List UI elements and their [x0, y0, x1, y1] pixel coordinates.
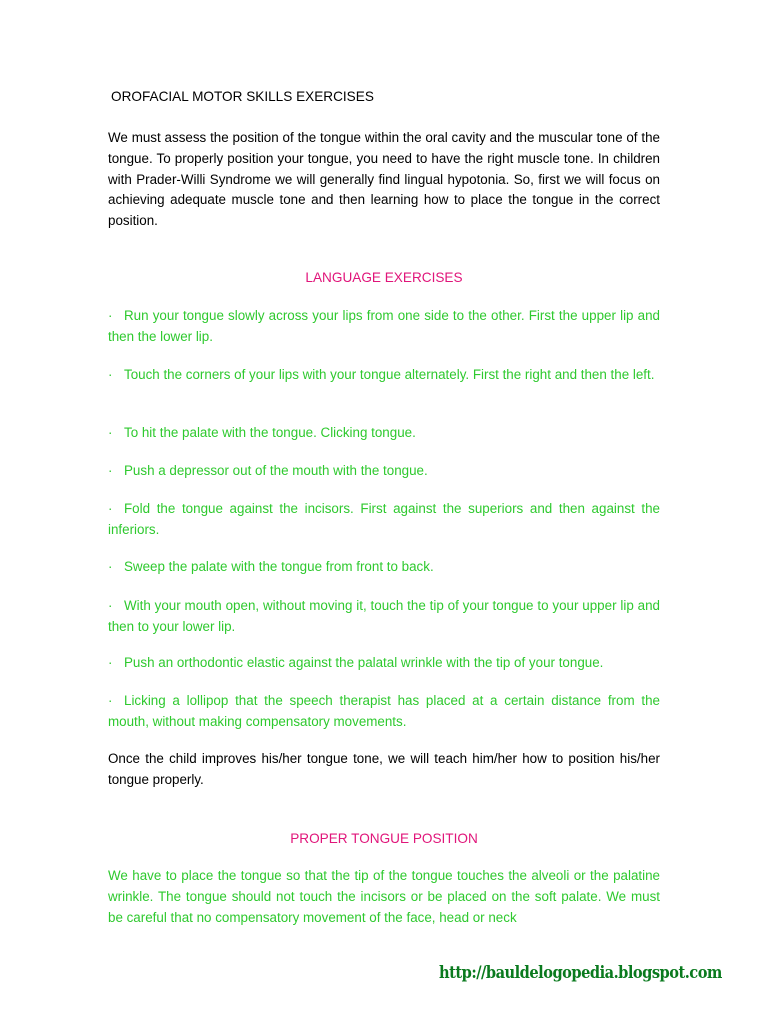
closing-paragraph: Once the child improves his/her tongue tone, we will teach him/her how to position his/her tongue properly.: [108, 751, 660, 787]
exercise-item: [108, 461, 660, 482]
exercise-text: Licking a lollipop that the speech therapist has placed at a certain distance from the mouth, without making compensatory movements.: [108, 693, 660, 729]
exercise-item: [108, 365, 660, 386]
bullet-marker: ·: [108, 501, 113, 516]
exercise-text: Push a depressor out of the mouth with the tongue.: [124, 463, 428, 478]
tongue-position-paragraph: We have to place the tongue so that the tip of the tongue touches the alveoli or the palatine wrinkle. The tongue should not touch the incisors or be placed on the soft palate. We must be careful that no compensatory movement of the face, head or neck: [108, 868, 660, 925]
exercise-text: Touch the corners of your lips with your tongue alternately. First the right and then the left.: [124, 367, 655, 382]
bullet-marker: ·: [108, 598, 113, 613]
bullet-marker: ·: [108, 559, 113, 574]
exercise-item: [108, 306, 660, 348]
exercise-text: To hit the palate with the tongue. Clicking tongue.: [124, 425, 416, 440]
document-title: OROFACIAL MOTOR SKILLS EXERCISES: [111, 89, 374, 104]
exercise-item: [108, 499, 660, 541]
exercise-item: [108, 423, 660, 444]
exercise-item: [108, 653, 660, 674]
exercise-item: [108, 557, 660, 578]
exercise-text: Push an orthodontic elastic against the palatal wrinkle with the tip of your tongue.: [124, 655, 604, 670]
intro-paragraph: We must assess the position of the tongue within the oral cavity and the muscular tone of the tongue. To properly position your tongue, you need to have the right muscle tone. In children with Prader-Willi Syndrome we will generally find lingual hypotonia. So, first we will focus on achieving adequate muscle tone and then learning how to place the tongue in the correct position.: [108, 130, 660, 229]
exercise-text: Fold the tongue against the incisors. First against the superiors and then against the inferiors.: [108, 501, 660, 537]
exercise-text: Run your tongue slowly across your lips from one side to the other. First the upper lip and then the lower lip.: [108, 308, 660, 344]
section-heading-language-exercises: LANGUAGE EXERCISES: [305, 270, 463, 285]
bullet-marker: ·: [108, 693, 113, 708]
exercise-text: Sweep the palate with the tongue from front to back.: [124, 559, 434, 574]
bullet-marker: ·: [108, 425, 113, 440]
bullet-marker: ·: [108, 367, 113, 382]
bullet-marker: ·: [108, 308, 113, 323]
footer-url: http://bauldelogopedia.blogspot.com: [439, 963, 722, 983]
exercise-item: [108, 596, 660, 638]
exercise-text: With your mouth open, without moving it, touch the tip of your tongue to your upper lip and then to your lower lip.: [108, 598, 660, 634]
bullet-marker: ·: [108, 463, 113, 478]
exercise-item: [108, 691, 660, 733]
bullet-marker: ·: [108, 655, 113, 670]
section-heading-proper-tongue-position: PROPER TONGUE POSITION: [290, 831, 478, 846]
